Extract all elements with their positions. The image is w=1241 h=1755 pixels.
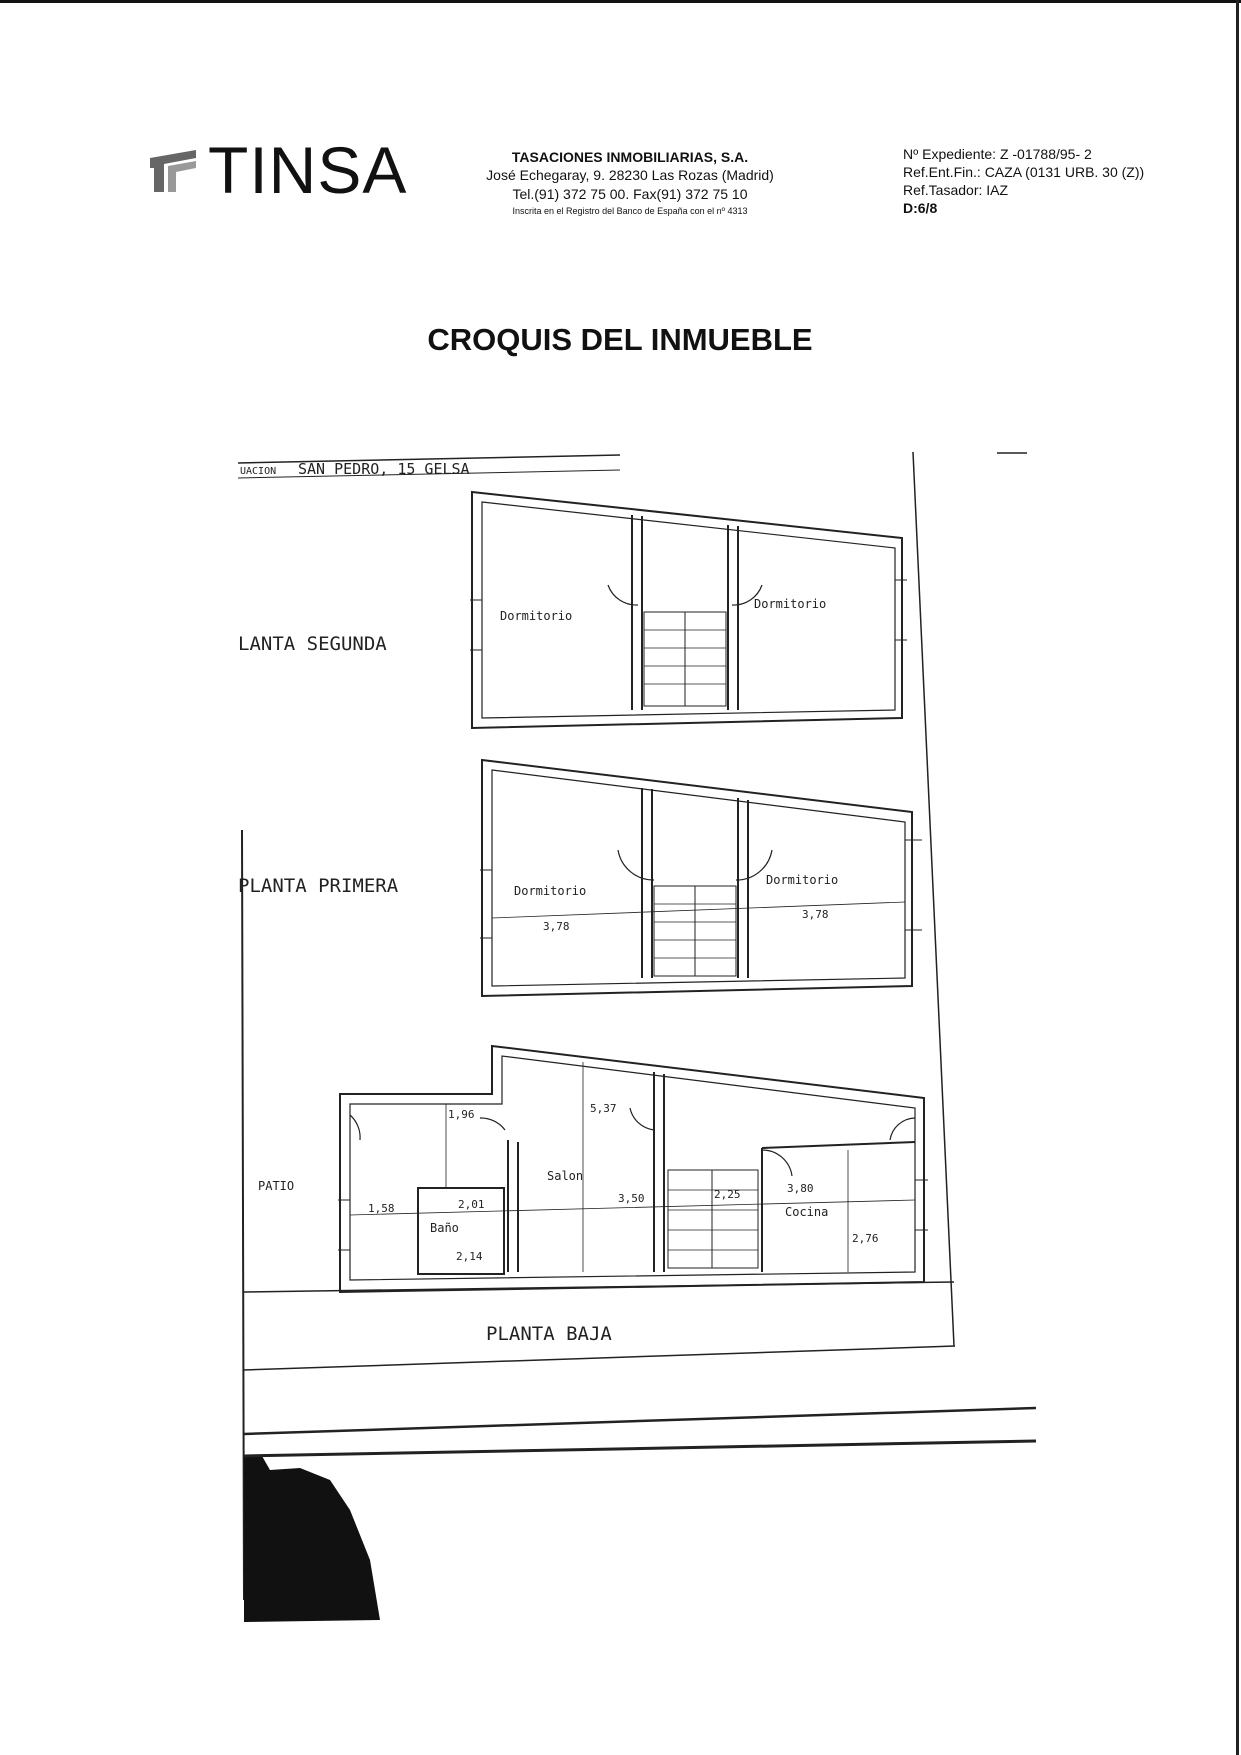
dim-2-25: 2,25 xyxy=(714,1188,741,1201)
ref-entidad-financiera: Ref.Ent.Fin.: CAZA (0131 URB. 30 (Z)) xyxy=(903,164,1145,180)
room-salon: Salon xyxy=(547,1169,584,1183)
plan-sheet-frame xyxy=(238,452,1036,1600)
document-page-number: D:6/8 xyxy=(903,200,938,216)
location-text: SAN PEDRO, 15 GELSA xyxy=(298,460,470,478)
label-planta-segunda: LANTA SEGUNDA xyxy=(238,633,387,655)
dim-3-50: 3,50 xyxy=(618,1192,645,1205)
label-patio: PATIO xyxy=(258,1179,295,1193)
location-label: UACION xyxy=(240,466,277,477)
scan-shadow xyxy=(244,1456,380,1622)
dim-dormitorio-1a: 3,78 xyxy=(543,920,570,933)
room-dormitorio-1b: Dormitorio xyxy=(766,873,839,887)
company-address: José Echegaray, 9. 28230 Las Rozas (Madrid) xyxy=(486,167,774,183)
dim-5-37: 5,37 xyxy=(590,1102,617,1115)
ref-tasador: Ref.Tasador: IAZ xyxy=(903,182,1009,198)
dim-2-01: 2,01 xyxy=(458,1198,485,1211)
dim-3-80: 3,80 xyxy=(787,1182,814,1195)
page-title: CROQUIS DEL INMUEBLE xyxy=(427,322,813,357)
logo-text: TINSA xyxy=(208,133,408,207)
room-cocina: Cocina xyxy=(785,1205,829,1219)
room-bano: Baño xyxy=(430,1221,459,1235)
planta-primera xyxy=(480,760,922,996)
company-registry: Inscrita en el Registro del Banco de España con el nº 4313 xyxy=(512,206,748,216)
company-name: TASACIONES INMOBILIARIAS, S.A. xyxy=(511,149,749,165)
dim-2-76: 2,76 xyxy=(852,1232,879,1245)
room-dormitorio-2b: Dormitorio xyxy=(754,597,827,611)
label-planta-primera: PLANTA PRIMERA xyxy=(238,875,399,897)
label-planta-baja: PLANTA BAJA xyxy=(486,1323,612,1345)
dim-2-14: 2,14 xyxy=(456,1250,483,1263)
room-dormitorio-2a: Dormitorio xyxy=(500,609,573,623)
dim-dormitorio-1b: 3,78 xyxy=(802,908,829,921)
company-phone: Tel.(91) 372 75 00. Fax(91) 372 75 10 xyxy=(512,186,748,202)
planta-baja xyxy=(244,1046,954,1292)
room-dormitorio-1a: Dormitorio xyxy=(514,884,587,898)
expediente-number: Nº Expediente: Z -01788/95- 2 xyxy=(903,146,1092,162)
dim-1-58: 1,58 xyxy=(368,1202,395,1215)
dim-1-96: 1,96 xyxy=(448,1108,475,1121)
